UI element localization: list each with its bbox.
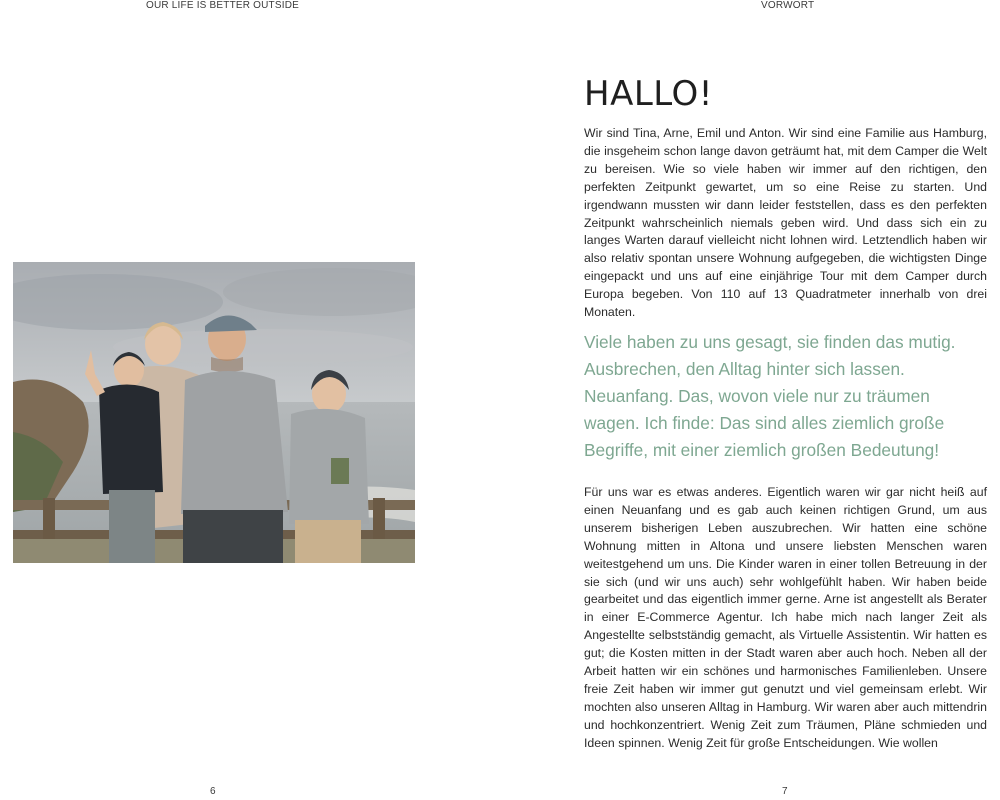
running-head-left: OUR LIFE IS BETTER OUTSIDE <box>146 0 299 11</box>
page-heading: HALLO! <box>584 74 713 114</box>
body-paragraph: Für uns war es etwas anderes. Eigentlich waren wir gar nicht heiß auf einen Neuanfang und es gab auch keinen richtigen Grund, um aus unserem bisherigen Leben auszubrechen. Wir hatten eine schöne Wohnung mitten in Altona und unsere liebsten Menschen waren weitestgehend um uns. Die Kinder waren in einer tollen Betreuung in der sie sich (und wir uns auch) sehr wohlgefühlt haben. Wir haben beide gearbeitet und das eigentlich immer gerne. Arne ist angestellt als Berater in einer E-Commerce Agentur. Ich habe mich nach langer Zeit als Angestellte selbstständig gemacht, als Virtuelle Assistentin. Wir hatten es gut; die Kosten mitten in der Stadt waren aber auch hoch. Neben all der Arbeit hatten wir ein schönes und harmonisches Familienleben. Unsere freie Zeit haben wir immer gut genutzt und viel gemeinsam erlebt. Wir mochten also unseren Alltag in Hamburg. Wir waren aber auch mittendrin und hochkonzentriert. Wenig Zeit zum Träumen, Pläne schmieden und Ideen spinnen. Wenig Zeit für große Entscheidungen. Wie wollen <box>584 485 987 750</box>
intro-paragraph: Wir sind Tina, Arne, Emil und Anton. Wir sind eine Familie aus Hamburg, die insgeheim schon lange davon geträumt hat, mit dem Camper die Welt zu bereisen. Wie so viele haben wir immer auf den richtigen, den perfekten Zeitpunkt gewartet, um so eine Reise zu starten. Und irgendwann mussten wir dann leider feststellen, dass es den perfekten Zeitpunkt wahrscheinlich niemals geben wird. Und dass sich ein zu langes Warten darauf vielleicht nicht lohnen wird. Letztendlich haben wir also relativ spontan unsere Wohnung aufgegeben, die wichtigsten Dinge eingepackt und uns auf eine einjährige Tour mit dem Camper durch Europa begeben. Von 110 auf 13 Quadratmeter innerhalb von drei Monaten. <box>584 126 987 320</box>
pull-quote: Viele haben zu uns gesagt, sie finden das mutig. Ausbrechen, den Alltag hinter sich lassen. Neuanfang. Das, wovon viele nur zu träumen wagen. Ich finde: Das sind alles ziemlich große Begriffe, mit einer ziemlich großen Bedeutung! <box>584 332 956 460</box>
family-photo <box>13 262 415 563</box>
page-number-right: 7 <box>782 786 788 797</box>
running-head-right: VORWORT <box>761 0 815 11</box>
page-number-left: 6 <box>210 786 216 797</box>
